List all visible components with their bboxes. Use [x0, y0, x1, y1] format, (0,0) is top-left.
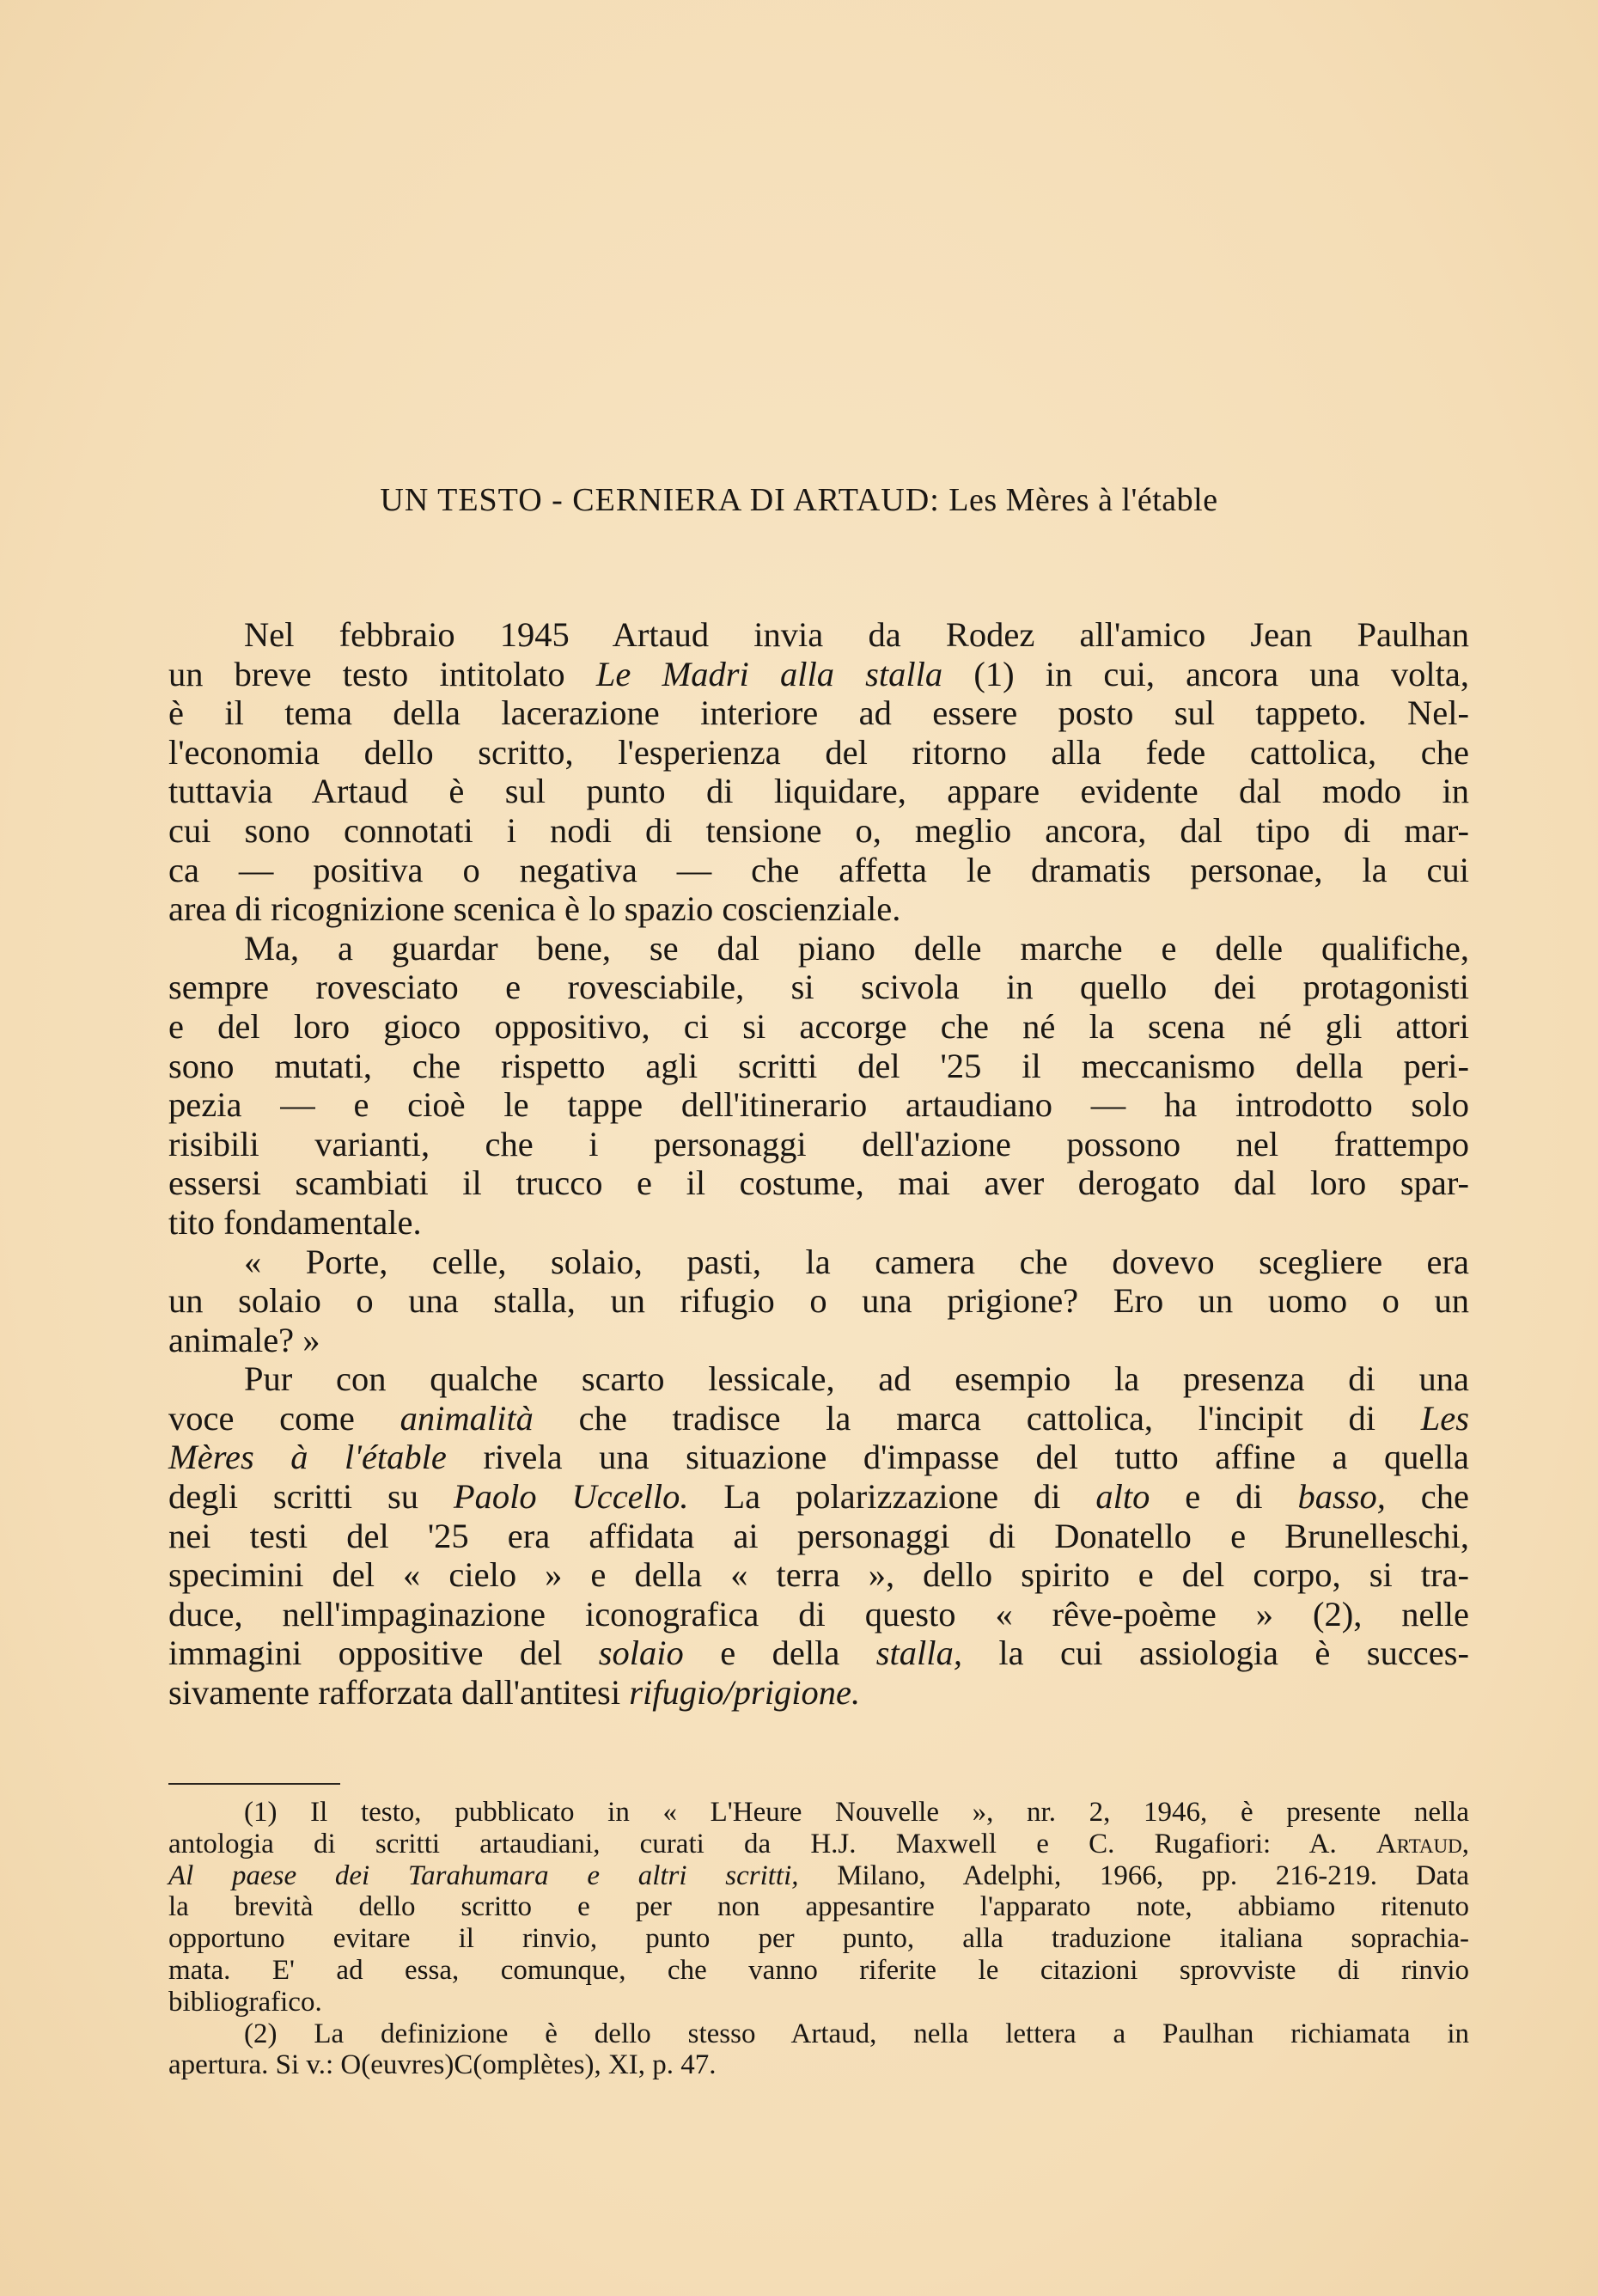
footnote-divider: [168, 1783, 340, 1785]
paragraph-line: sempre rovesciato e rovesciabile, si scivola in quello dei protagonisti: [168, 968, 1469, 1007]
paragraph-line: specimini del « cielo » e della « terra », dello spirito e del corpo, si tra-: [168, 1555, 1469, 1595]
paragraph-line: sivamente rafforzata dall'antitesi rifugio/prigione.: [168, 1673, 861, 1713]
paragraph-line: pezia — e cioè le tappe dell'itinerario artaudiano — ha introdotto solo: [168, 1085, 1469, 1125]
paragraph-line: è il tema della lacerazione interiore ad essere posto sul tappeto. Nel-: [168, 693, 1469, 733]
footnotes: [168, 1797, 1469, 2081]
paragraph-line: Ma, a guardar bene, se dal piano delle marche e delle qualifiche,: [244, 928, 1469, 968]
paragraph-line: Nel febbraio 1945 Artaud invia da Rodez all'amico Jean Paulhan: [244, 615, 1469, 654]
paragraph-line: cui sono connotati i nodi di tensione o, meglio ancora, dal tipo di mar-: [168, 810, 1469, 850]
paragraph-line: immagini oppositive del solaio e della stalla, la cui assiologia è succes-: [168, 1633, 1469, 1673]
footnote-line: antologia di scritti artaudiani, curati da H.J. Maxwell e C. Rugafiori: A. Artaud,: [168, 1828, 1469, 1859]
footnote-line: mata. E' ad essa, comunque, che vanno riferite le citazioni sprovviste di rinvio: [168, 1954, 1469, 1986]
title-sub: Les Mères à l'étable: [948, 482, 1218, 518]
footnote-line: apertura. Si v.: O(euvres)C(omplètes), XI, p. 47.: [168, 2049, 717, 2081]
paragraph-line: l'economia dello scritto, l'esperienza del ritorno alla fede cattolica, che: [168, 732, 1469, 772]
paragraph-line: duce, nell'impaginazione iconografica di questo « rêve-poème » (2), nelle: [168, 1594, 1469, 1633]
footnote-line: Al paese dei Tarahumara e altri scritti, Milano, Adelphi, 1966, pp. 216-219. Data: [168, 1859, 1470, 1891]
paragraph-line: Mères à l'étable rivela una situazione d'impasse del tutto affine a quella: [168, 1438, 1469, 1477]
quote-line: animale? »: [168, 1320, 320, 1359]
paragraph-line: voce come animalità che tradisce la marca cattolica, l'incipit di Les: [168, 1398, 1470, 1438]
paragraph-line: Pur con qualche scarto lessicale, ad esempio la presenza di una: [244, 1359, 1469, 1399]
paragraph-line: e del loro gioco oppositivo, ci si accorge che né la scena né gli attori: [168, 1006, 1469, 1046]
paragraph-line: tuttavia Artaud è sul punto di liquidare, appare evidente dal modo in: [168, 772, 1469, 811]
paragraph-line: degli scritti su Paolo Uccello. La polarizzazione di alto e di basso, che: [168, 1477, 1470, 1517]
footnote-line: opportuno evitare il rinvio, punto per punto, alla traduzione italiana soprachia-: [168, 1923, 1469, 1955]
footnote-line: bibliografico.: [168, 1986, 322, 2018]
paragraph-line: area di ricognizione scenica è lo spazio coscienziale.: [168, 889, 901, 929]
quote-line: un solaio o una stalla, un rifugio o una prigione? Ero un uomo o un: [168, 1281, 1469, 1321]
footnote-line: (2) La definizione è dello stesso Artaud, nella lettera a Paulhan richiamata in: [244, 2018, 1469, 2049]
body-text: [168, 615, 1469, 1713]
paragraph-line: essersi scambiati il trucco e il costume, mai aver derogato dal loro spar-: [168, 1163, 1469, 1203]
paragraph-line: ca — positiva o negativa — che affetta le dramatis personae, la cui: [168, 850, 1469, 889]
paragraph-line: sono mutati, che rispetto agli scritti del '25 il meccanismo della peri-: [168, 1046, 1469, 1085]
title-main: UN TESTO - CERNIERA DI ARTAUD:: [380, 482, 940, 518]
footnote-line: (1) Il testo, pubblicato in « L'Heure Nouvelle », nr. 2, 1946, è presente nella: [244, 1797, 1469, 1828]
page-title: [0, 481, 1598, 519]
paragraph-line: nei testi del '25 era affidata ai personaggi di Donatello e Brunelleschi,: [168, 1516, 1469, 1555]
quote-line: « Porte, celle, solaio, pasti, la camera che dovevo scegliere era: [244, 1242, 1469, 1281]
paragraph-line: risibili varianti, che i personaggi dell'azione possono nel frattempo: [168, 1124, 1469, 1163]
paragraph-line: un breve testo intitolato Le Madri alla stalla (1) in cui, ancora una volta,: [168, 654, 1470, 693]
footnote-line: la brevità dello scritto e per non appesantire l'apparato note, abbiamo ritenuto: [168, 1891, 1469, 1923]
paragraph-line: tito fondamentale.: [168, 1202, 422, 1242]
